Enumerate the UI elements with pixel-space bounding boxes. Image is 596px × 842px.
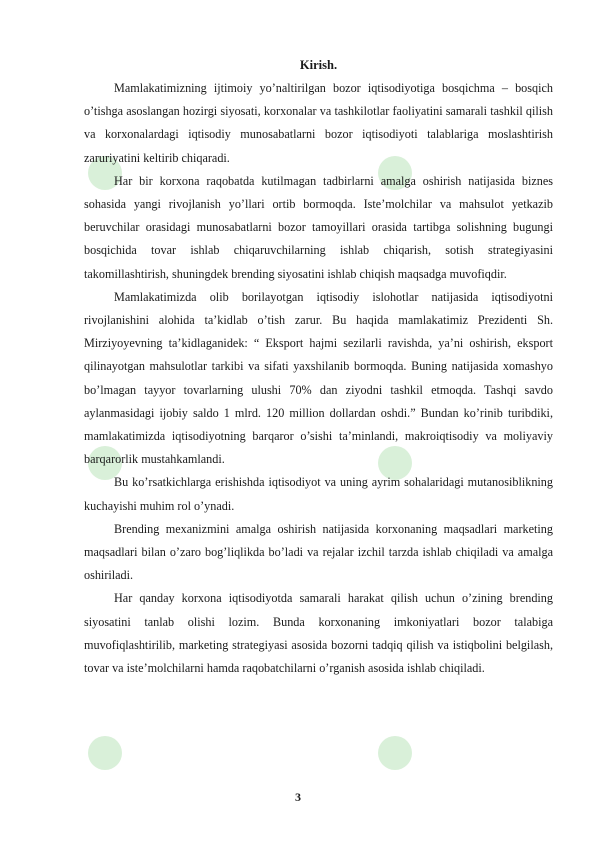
page-number: 3: [295, 790, 301, 804]
paragraph: Brending mexanizmini amalga oshirish natijasida korxonaning maqsadlari marketing maqsadlari bilan o’zaro bog’liqlikda bo’ladi va rejalar izchil tarzda ishlab chiqiladi va amalga oshiriladi.: [84, 521, 553, 583]
paragraph: Har qanday korxona iqtisodiyotda samarali harakat qilish uchun o’zining brending siyosatini tanlab olishi lozim. Bunda korxonaning imkoniyatlari bozor talabiga muvofiqlashtirilib, marketing strategiyasi asosida bozorni tadqiq qilish va istiqbolini belgilash, tovar va iste’molchilarni hamda raqobatchilarni o’rganish asosida ishlab chiqiladi.: [84, 591, 553, 676]
paragraph: Har bir korxona raqobatda kutilmagan tadbirlarni amalga oshirish natijasida biznes sohasida yangi rivojlanish yo’llari ortib bormoqda. Iste’molchilar va mahsulot yetkazib beruvchilar orasidagi munosabatlarni bozor tamoyillari orasida tartibga solishning bugungi bosqichida tovar ishlab chiqaruvchilarning ishlab chiqarish, sotish strategiyasini takomillashtirish, shuningdek brending siyosatini ishlab chiqish maqsadga muvofiqdir.: [84, 173, 553, 281]
paragraph: Bu ko’rsatkichlarga erishishda iqtisodiyot va uning ayrim sohalaridagi mutanosiblikning kuchayishi muhim rol o’ynadi.: [84, 475, 553, 513]
document-title: Kirish.: [299, 58, 338, 72]
watermark-logo-mark: [88, 736, 122, 770]
watermark-logo-mark: [378, 736, 412, 770]
document-page: [84, 54, 553, 680]
paragraph: Mamlakatimizning ijtimoiy yo’naltirilgan bozor iqtisodiyotiga bosqichma – bosqich o’tishga asoslangan hozirgi siyosati, korxonalar va tashkilotlar faoliyatini samarali tashkil qilish va korxonalardagi iqtisodiy munosabatlarni bozor iqtisodiyoti talablariga moslashtirish zaruriyatini keltirib chiqaradi.: [84, 81, 553, 165]
paragraph: Mamlakatimizda olib borilayotgan iqtisodiy islohotlar natijasida iqtisodiyotni rivojlanishini alohida ta’kidlab o’tish zarur. Bu haqida mamlakatimiz Prezidenti Sh. Mirziyoyevning ta’kidlaganidek: “ Eksport hajmi sezilarli ravishda, ya’ni oshirish, eksport qilinayotgan mahsulotlar tarkibi va sifati yaxshilanib bormoqda. Buning natijasida xomashyo bo’lmagan tayyor tovarlarning ulushi 70% dan ziyodni tashkil etmoqda. Tashqi savdo aylanmasidagi ijobiy saldo 1 mlrd. 120 million dollardan oshdi.” Bundan ko’rinib turibdiki, mamlakatimizda iqtisodiyotning barqaror o’sishi ta’minlandi, makroiqtisodiy va moliyaviy barqarorlik mustahkamlandi.: [84, 289, 553, 467]
